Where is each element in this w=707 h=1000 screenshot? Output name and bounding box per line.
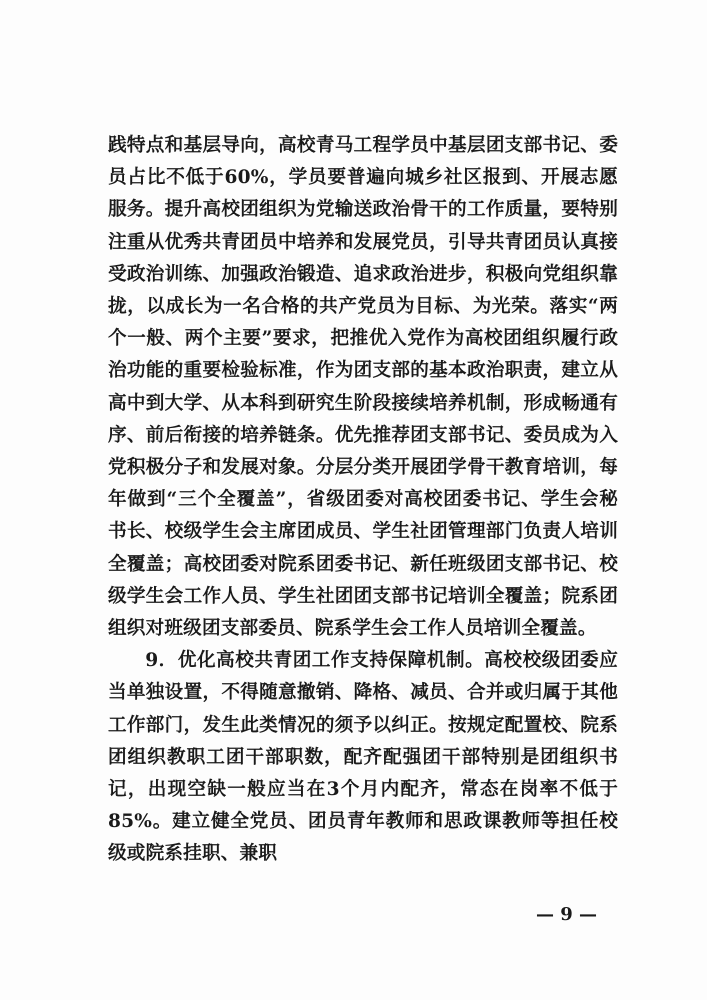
paragraph-item-9 [108,645,618,870]
item-9-body: 高校校级团委应当单独设置，不得随意撤销、降格、减员、合并或归属于其他工作部门，发生此类情况的须予以纠正。按规定配置校、院系团组织教职工团干部职数，配齐配强团干部特别是团组织书记，出现空缺一般应当在3个月内配齐，常态在岗率不低于85%。建立健全党员、团员青年教师和思政课教师等担任校级或院系挂职、兼职 [108,650,618,865]
item-9-heading: 9．优化高校共青团工作支持保障机制。 [145,650,485,672]
body-text [108,130,618,871]
page-number: — 9 — [536,904,598,925]
paragraph-continuation: 践特点和基层导向，高校青马工程学员中基层团支部书记、委员占比不低于60%，学员要普遍向城乡社区报到、开展志愿服务。提升高校团组织为党输送政治骨干的工作质量，要特别注重从优秀共青团员中培养和发展党员，引导共青团员认真接受政治训练、加强政治锻造、追求政治进步，积极向党组织靠拢，以成长为一名合格的共产党员为目标、为光荣。落实“两个一般、两个主要”要求，把推优入党作为高校团组织履行政治功能的重要检验标准，作为团支部的基本政治职责，建立从高中到大学、从本科到研究生阶段接续培养机制，形成畅通有序、前后衔接的培养链条。优先推荐团支部书记、委员成为入党积极分子和发展对象。分层分类开展团学骨干教育培训，每年做到“三个全覆盖”，省级团委对高校团委书记、学生会秘书长、校级学生会主席团成员、学生社团管理部门负责人培训全覆盖；高校团委对院系团委书记、新任班级团支部书记、校级学生会工作人员、学生社团团支部书记培训全覆盖；院系团组织对班级团支部委员、院系学生会工作人员培训全覆盖。 [108,135,618,640]
